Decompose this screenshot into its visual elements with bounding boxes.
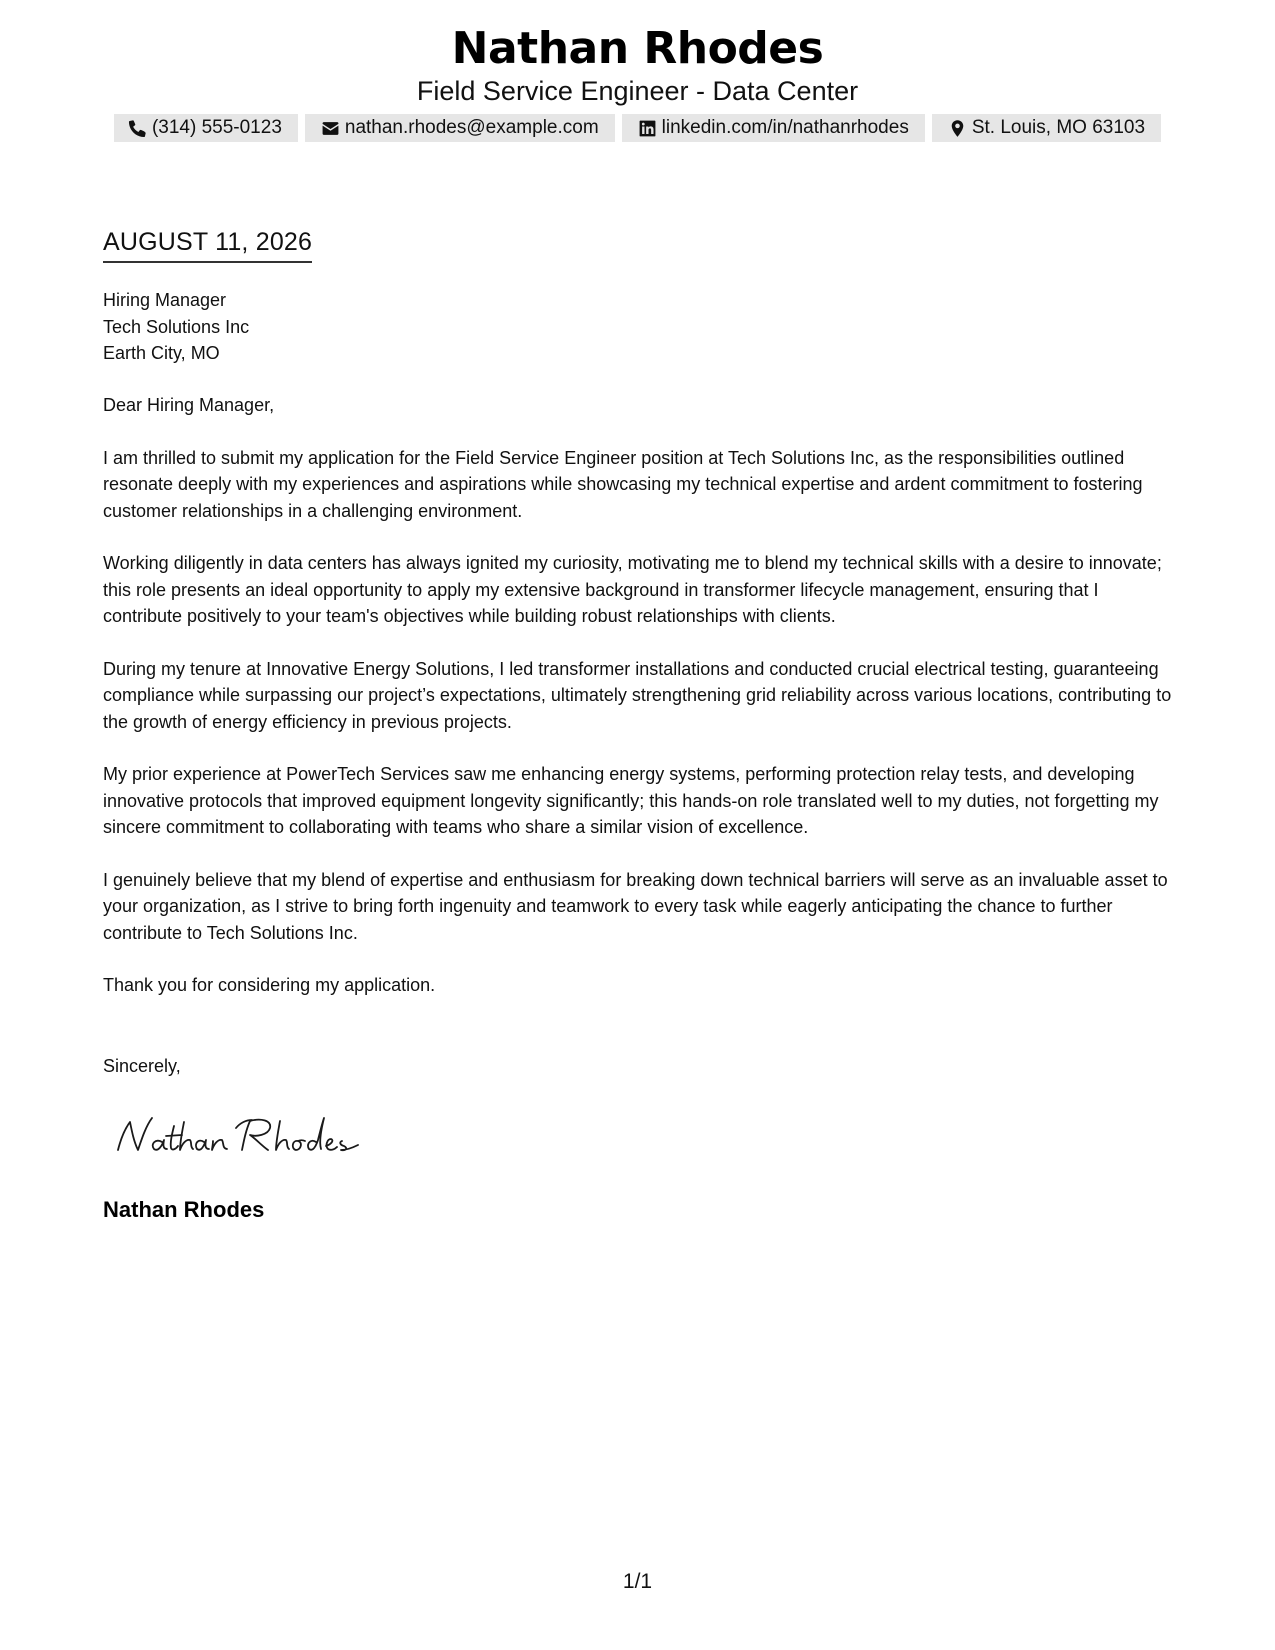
body-paragraph: I genuinely believe that my blend of expertise and enthusiasm for breaking down technical barriers will serve as an invaluable asset to your organization, as I strive to bring forth ingenuity and teamwork to every task while eagerly anticipating the chance to further contribute to Tech Solutions Inc. xyxy=(103,869,1168,943)
job-title: Field Service Engineer - Data Center xyxy=(416,76,859,106)
handwritten-signature xyxy=(112,1108,372,1168)
recipient-title: Hiring Manager xyxy=(103,290,227,310)
contact-phone[interactable] xyxy=(114,114,298,142)
contact-linkedin[interactable] xyxy=(622,114,925,142)
linkedin-icon xyxy=(638,119,657,138)
page-number: 1/1 xyxy=(622,1570,653,1593)
salutation: Dear Hiring Manager, xyxy=(103,395,275,415)
body-paragraph: Working diligently in data centers has always ignited my curiosity, motivating me to blend my technical skills with a desire to innovate; this role presents an ideal opportunity to apply my extensive background in transformer lifecycle management, ensuring that I contribute positively to your team's objectives while building robust relationships with clients. xyxy=(103,553,1162,626)
phone-icon xyxy=(128,119,147,138)
email-text: nathan.rhodes@example.com xyxy=(344,117,599,138)
body-paragraph: Thank you for considering my application. xyxy=(103,975,436,995)
recipient-location: Earth City, MO xyxy=(103,343,220,363)
closing: Sincerely, xyxy=(103,1056,181,1076)
linkedin-text: linkedin.com/in/nathanrhodes xyxy=(661,117,909,138)
body-paragraph: My prior experience at PowerTech Services saw me enhancing energy systems, performing protection relay tests, and developing innovative protocols that improved equipment longevity significantly; this hands-on role translated well to my duties, not forgetting my sincere commitment to collaborating with teams who share a similar vision of excellence. xyxy=(103,764,1159,837)
body-paragraph: I am thrilled to submit my application for the Field Service Engineer position at Tech Solutions Inc, as the responsibilities outlined resonate deeply with my experiences and aspirations while showcasing my technical expertise and ardent commitment to fostering customer relationships in a challenging environment. xyxy=(103,447,1143,521)
location-text: St. Louis, MO 63103 xyxy=(971,117,1146,138)
contact-location xyxy=(932,114,1161,142)
phone-text: (314) 555-0123 xyxy=(151,117,282,138)
body-paragraph: During my tenure at Innovative Energy Solutions, I led transformer installations and conducted crucial electrical testing, guaranteeing compliance while surpassing our project’s expectations, ultimately strengthening grid reliability across various locations, contributing to the growth of energy efficiency in previous projects. xyxy=(103,658,1172,732)
signer-name: Nathan Rhodes xyxy=(103,1197,265,1222)
letter-date: AUGUST 11, 2026 xyxy=(103,226,312,263)
recipient-company: Tech Solutions Inc xyxy=(103,316,250,337)
contact-bar xyxy=(0,114,1275,142)
recipient-block xyxy=(103,287,249,367)
contact-email[interactable] xyxy=(305,114,615,142)
map-pin-icon xyxy=(948,119,967,138)
letter-header xyxy=(0,22,1275,108)
letter-body xyxy=(103,392,1178,1025)
applicant-name: Nathan Rhodes xyxy=(451,23,824,74)
envelope-icon xyxy=(321,119,340,138)
